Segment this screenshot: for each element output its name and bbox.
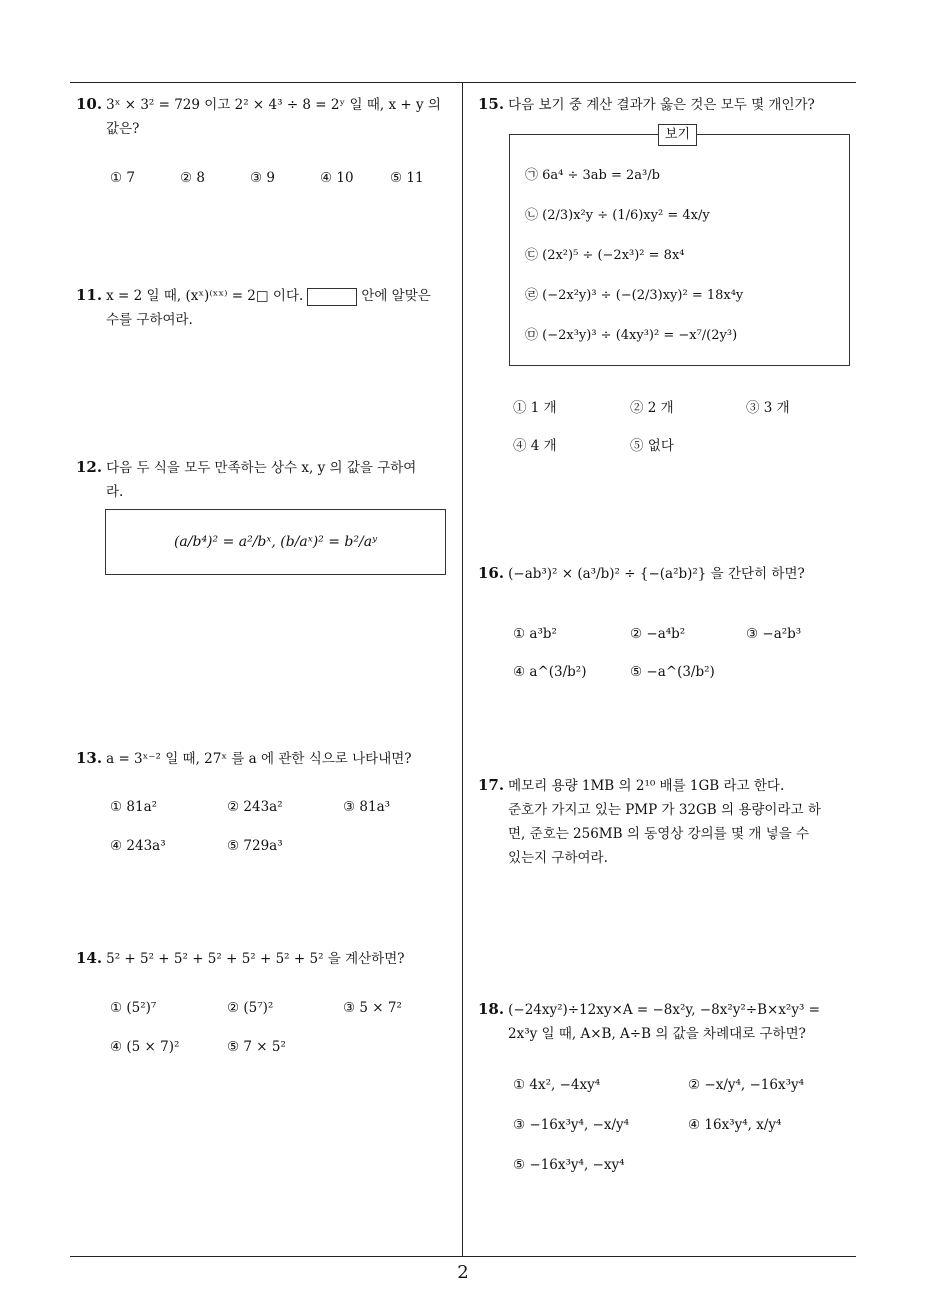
question-13 — [76, 746, 461, 771]
question-16 — [478, 561, 858, 586]
question-number: 15. — [478, 95, 505, 113]
choice-3[interactable]: ③ 9 — [250, 170, 275, 186]
bottom-rule — [70, 1256, 856, 1257]
choice-4[interactable]: ④ 4 개 — [513, 438, 557, 454]
choice-2[interactable]: ② (5⁷)² — [227, 1000, 274, 1016]
choice-2[interactable]: ② −a⁴b² — [630, 626, 686, 642]
bogi-item-3: ㉢ (2x²)⁵ ÷ (−2x³)² = 8x⁴ — [525, 248, 685, 263]
page-number: 2 — [457, 1262, 469, 1283]
choice-4[interactable]: ④ (5 × 7)² — [110, 1039, 180, 1055]
question-15 — [478, 92, 858, 117]
question-text-cont: 수를 구하여라. — [106, 312, 193, 328]
question-text: a = 3ˣ⁻² 일 때, 27ˣ 를 a 에 관한 식으로 나타내면? — [106, 751, 412, 767]
choice-1[interactable]: ① 81a² — [110, 799, 158, 815]
question-text-cont: 준호가 가지고 있는 PMP 가 32GB 의 용량이라고 하 — [508, 802, 821, 818]
choice-1[interactable]: ① 7 — [110, 170, 135, 186]
choice-3[interactable]: ③ 3 개 — [746, 400, 790, 416]
question-number: 16. — [478, 564, 505, 582]
choice-1[interactable]: ① a³b² — [513, 626, 557, 642]
choice-5[interactable]: ⑤ 729a³ — [227, 838, 283, 854]
bogi-item-5: ㉤ (−2x³y)³ ÷ (4xy³)² = −x⁷/(2y³) — [525, 328, 738, 343]
question-text: 메모리 용량 1MB 의 2¹⁰ 배를 1GB 라고 한다. — [508, 778, 785, 794]
question-17 — [478, 773, 863, 870]
condition-box — [105, 509, 446, 575]
choice-3[interactable]: ③ −16x³y⁴, −x/y⁴ — [513, 1117, 630, 1133]
question-number: 11. — [76, 286, 103, 304]
choice-5[interactable]: ⑤ 7 × 5² — [227, 1039, 286, 1055]
question-number: 10. — [76, 95, 103, 113]
choice-1[interactable]: ① (5²)⁷ — [110, 1000, 157, 1016]
choice-2[interactable]: ② 8 — [180, 170, 205, 186]
question-text-cont: 값은? — [106, 121, 140, 137]
choice-5[interactable]: ⑤ −a^(3/b²) — [630, 664, 715, 680]
choice-5[interactable]: ⑤ 11 — [390, 170, 424, 186]
question-number: 13. — [76, 749, 103, 767]
question-text-cont: 있는지 구하여라. — [508, 850, 608, 866]
column-divider — [462, 83, 463, 1256]
choice-3[interactable]: ③ 81a³ — [343, 799, 391, 815]
bogi-item-4: ㉣ (−2x²y)³ ÷ (−(2/3)xy)² = 18x⁴y — [525, 288, 744, 303]
choice-4[interactable]: ④ 16x³y⁴, x/y⁴ — [688, 1117, 782, 1133]
choice-1[interactable]: ① 1 개 — [513, 400, 557, 416]
question-11 — [76, 283, 461, 332]
bogi-label: 보기 — [658, 124, 697, 146]
choice-2[interactable]: ② 2 개 — [630, 400, 674, 416]
choice-1[interactable]: ① 4x², −4xy⁴ — [513, 1077, 601, 1093]
bogi-item-2: ㉡ (2/3)x²y ÷ (1/6)xy² = 4x/y — [525, 208, 710, 223]
question-number: 14. — [76, 949, 103, 967]
question-text-cont: 면, 준호는 256MB 의 동영상 강의를 몇 개 넣을 수 — [508, 826, 810, 842]
question-text: 5² + 5² + 5² + 5² + 5² + 5² + 5² 을 계산하면? — [106, 951, 405, 967]
question-text-cont: 안에 알맞은 — [361, 288, 431, 304]
answer-blank[interactable] — [307, 288, 357, 306]
question-number: 17. — [478, 776, 505, 794]
choice-3[interactable]: ③ 5 × 7² — [343, 1000, 402, 1016]
choice-5[interactable]: ⑤ 없다 — [630, 438, 674, 454]
condition-expression: (a/b⁴)² = a²/bˣ, (b/aˣ)² = b²/aʸ — [173, 534, 378, 550]
question-10 — [76, 92, 458, 141]
question-text: (−24xy²)÷12xy×A = −8x²y, −8x²y²÷B×x²y³ = — [508, 1002, 820, 1018]
choice-5[interactable]: ⑤ −16x³y⁴, −xy⁴ — [513, 1157, 625, 1173]
question-text-cont: 2x³y 일 때, A×B, A÷B 의 값을 차례대로 구하면? — [508, 1026, 806, 1042]
choice-3[interactable]: ③ −a²b³ — [746, 626, 802, 642]
question-12 — [76, 455, 461, 504]
question-text: x = 2 일 때, (xˣ)⁽ˣˣ⁾ = 2□ 이다. — [106, 288, 304, 304]
choice-4[interactable]: ④ a^(3/b²) — [513, 664, 587, 680]
question-18 — [478, 997, 863, 1046]
question-text: (−ab³)² × (a³/b)² ÷ {−(a²b)²} 을 간단히 하면? — [508, 566, 805, 582]
choice-2[interactable]: ② −x/y⁴, −16x³y⁴ — [688, 1077, 805, 1093]
top-rule — [70, 82, 856, 83]
question-14 — [76, 946, 461, 971]
question-text: 3ˣ × 3² = 729 이고 2² × 4³ ÷ 8 = 2ʸ 일 때, x + y 의 — [106, 97, 441, 113]
bogi-item-1: ㉠ 6a⁴ ÷ 3ab = 2a³/b — [525, 168, 660, 183]
question-number: 12. — [76, 458, 103, 476]
question-text-cont: 라. — [106, 484, 124, 500]
choice-2[interactable]: ② 243a² — [227, 799, 283, 815]
question-number: 18. — [478, 1000, 505, 1018]
choice-4[interactable]: ④ 243a³ — [110, 838, 166, 854]
question-text: 다음 두 식을 모두 만족하는 상수 x, y 의 값을 구하여 — [106, 460, 417, 476]
choice-4[interactable]: ④ 10 — [320, 170, 354, 186]
question-text: 다음 보기 중 계산 결과가 옳은 것은 모두 몇 개인가? — [508, 97, 815, 113]
